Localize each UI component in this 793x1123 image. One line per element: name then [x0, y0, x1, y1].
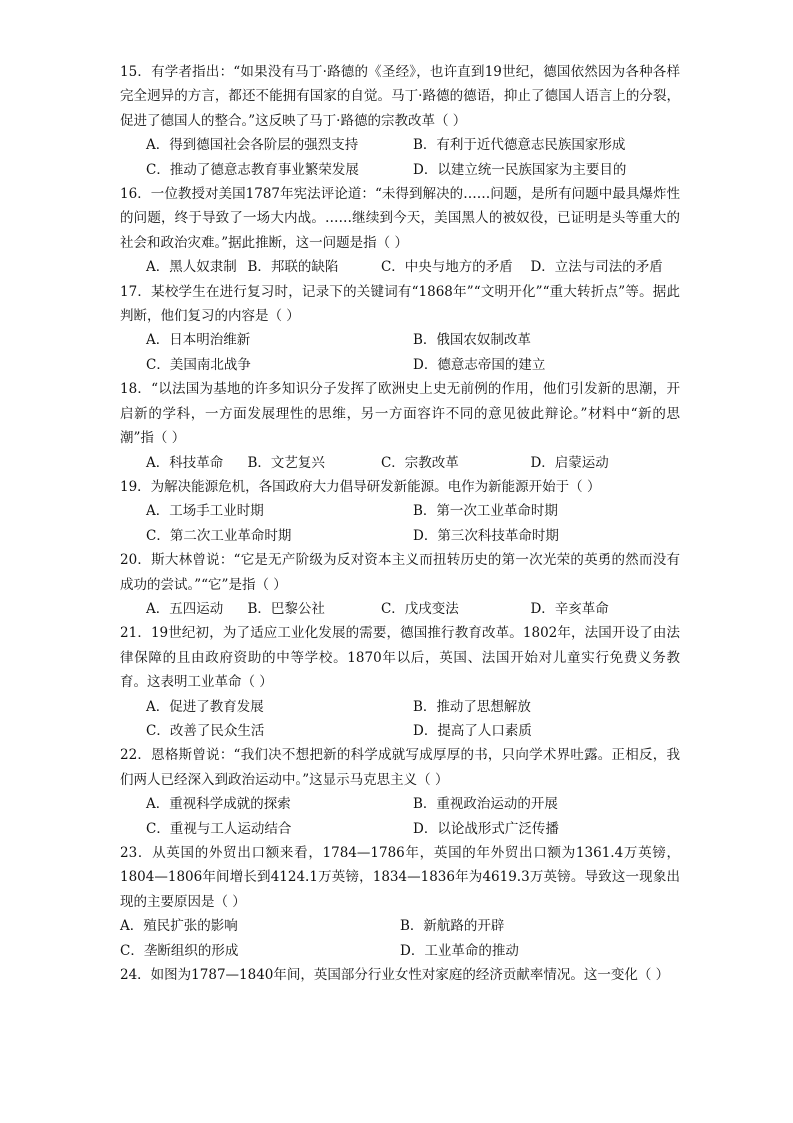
option-c: C．宗教改革	[380, 454, 459, 471]
options-row	[120, 817, 680, 841]
options-row	[120, 914, 680, 938]
question-17: 17．某校学生在进行复习时，记录下的关键词有“1868年”“文明开化”“重大转折点”等。据此判断，他们复习的内容是（ ）	[120, 283, 680, 325]
question-23: 23．从英国的外贸出口额来看，1784—1786年，英国的年外贸出口额为1361.4万英镑，1804—1806年间增长到4124.1万英镑，1834—1836年为4619.3万英镑。导致这一现象出现的主要原因是（ ）	[120, 845, 680, 910]
option-b: B．重视政治运动的开展	[413, 796, 558, 813]
option-d: D．辛亥革命	[530, 600, 609, 617]
exam-page	[120, 60, 680, 987]
options-row	[120, 792, 680, 816]
option-a: A．促进了教育发展	[146, 698, 264, 715]
option-a: A．日本明治维新	[146, 332, 251, 349]
option-b: B．文艺复兴	[247, 454, 325, 471]
option-b: B．有利于近代德意志民族国家形成	[413, 137, 626, 154]
question-16: 16．一位教授对美国1787年宪法评论道：“未得到解决的……问题，是所有问题中最具爆炸性的问题，终于导致了一场大内战。……继续到今天，美国黑人的被奴役，已证明是头等重大的社会和政治灾难。”据此推断，这一问题是指（ ）	[120, 186, 680, 251]
option-b: B．新航路的开辟	[400, 918, 505, 935]
options-row	[120, 695, 680, 719]
options-row	[120, 451, 680, 475]
option-c: C．美国南北战争	[146, 356, 251, 373]
option-c: C．垄断组织的形成	[120, 942, 239, 959]
option-a: A．黑人奴隶制	[146, 259, 237, 276]
option-d: D．以论战形式广泛传播	[413, 820, 559, 837]
option-b: B．巴黎公社	[247, 600, 325, 617]
options-row	[120, 719, 680, 743]
option-b: B．第一次工业革命时期	[413, 503, 558, 520]
option-a: A．重视科学成就的探索	[146, 796, 291, 813]
question-22: 22．恩格斯曾说：“我们决不想把新的科学成就写成厚厚的书，只向学术界吐露。正相反，我们两人已经深入到政治运动中。”这显示马克思主义（ ）	[120, 747, 680, 788]
option-c: C．戊戌变法	[380, 600, 459, 617]
question-24: 24．如图为1787—1840年间，英国部分行业女性对家庭的经济贡献率情况。这一变化（ ）	[120, 967, 670, 984]
option-d: D．工业革命的推动	[400, 942, 519, 959]
option-b: B．推动了思想解放	[413, 698, 531, 715]
options-row	[120, 328, 680, 352]
option-d: D．立法与司法的矛盾	[530, 259, 663, 276]
option-d: D．德意志帝国的建立	[413, 356, 546, 373]
option-b: B．俄国农奴制改革	[413, 332, 531, 349]
option-d: D．提高了人口素质	[413, 722, 532, 739]
options-row	[120, 597, 680, 621]
question-21: 21．19世纪初，为了适应工业化发展的需要，德国推行教育改革。1802年，法国开设了由法律保障的且由政府资助的中等学校。1870年以后，英国、法国开始对儿童实行免费义务教育。这表明工业革命（ ）	[120, 625, 680, 691]
option-a: A．工场手工业时期	[146, 503, 264, 520]
option-d: D．启蒙运动	[530, 454, 609, 471]
options-row	[120, 133, 680, 157]
option-c: C．改善了民众生活	[146, 722, 265, 739]
question-19: 19．为解决能源危机，各国政府大力倡导研发新能源。电作为新能源开始于（ ）	[120, 478, 601, 495]
options-row	[120, 158, 680, 182]
question-15: 15．有学者指出：“如果没有马丁·路德的《圣经》，也许直到19世纪，德国依然因为各种各样完全迥异的方言，都还不能拥有国家的自觉。马丁·路德的德语，抑止了德国人语言上的分裂，促进了德国人的整合。”这反映了马丁·路德的宗教改革（ ）	[120, 64, 680, 129]
option-c: C．第二次工业革命时期	[146, 527, 292, 544]
options-row	[120, 939, 680, 963]
options-row	[120, 255, 680, 279]
options-row	[120, 524, 680, 548]
option-b: B．邦联的缺陷	[247, 259, 339, 276]
options-row	[120, 499, 680, 523]
option-d: D．以建立统一民族国家为主要目的	[413, 161, 627, 178]
option-d: D．第三次科技革命时期	[413, 527, 559, 544]
option-a: A．得到德国社会各阶层的强烈支持	[146, 137, 359, 154]
question-18: 18．“以法国为基地的许多知识分子发挥了欧洲史上史无前例的作用，他们引发新的思潮，开启新的学科，一方面发展理性的思维，另一方面容许不同的意见彼此辩论。”材料中“新的思潮”指（ ）	[120, 381, 680, 447]
option-c: C．重视与工人运动结合	[146, 820, 292, 837]
option-a: A．科技革命	[146, 454, 224, 471]
question-20: 20．斯大林曾说：“它是无产阶级为反对资本主义而扭转历史的第一次光荣的英勇的然而没有成功的尝试。”“它”是指（ ）	[120, 552, 680, 593]
options-row	[120, 353, 680, 377]
option-a: A．殖民扩张的影响	[120, 918, 238, 935]
option-c: C．推动了德意志教育事业繁荣发展	[146, 161, 359, 178]
option-a: A．五四运动	[146, 600, 224, 617]
option-c: C．中央与地方的矛盾	[380, 259, 513, 276]
